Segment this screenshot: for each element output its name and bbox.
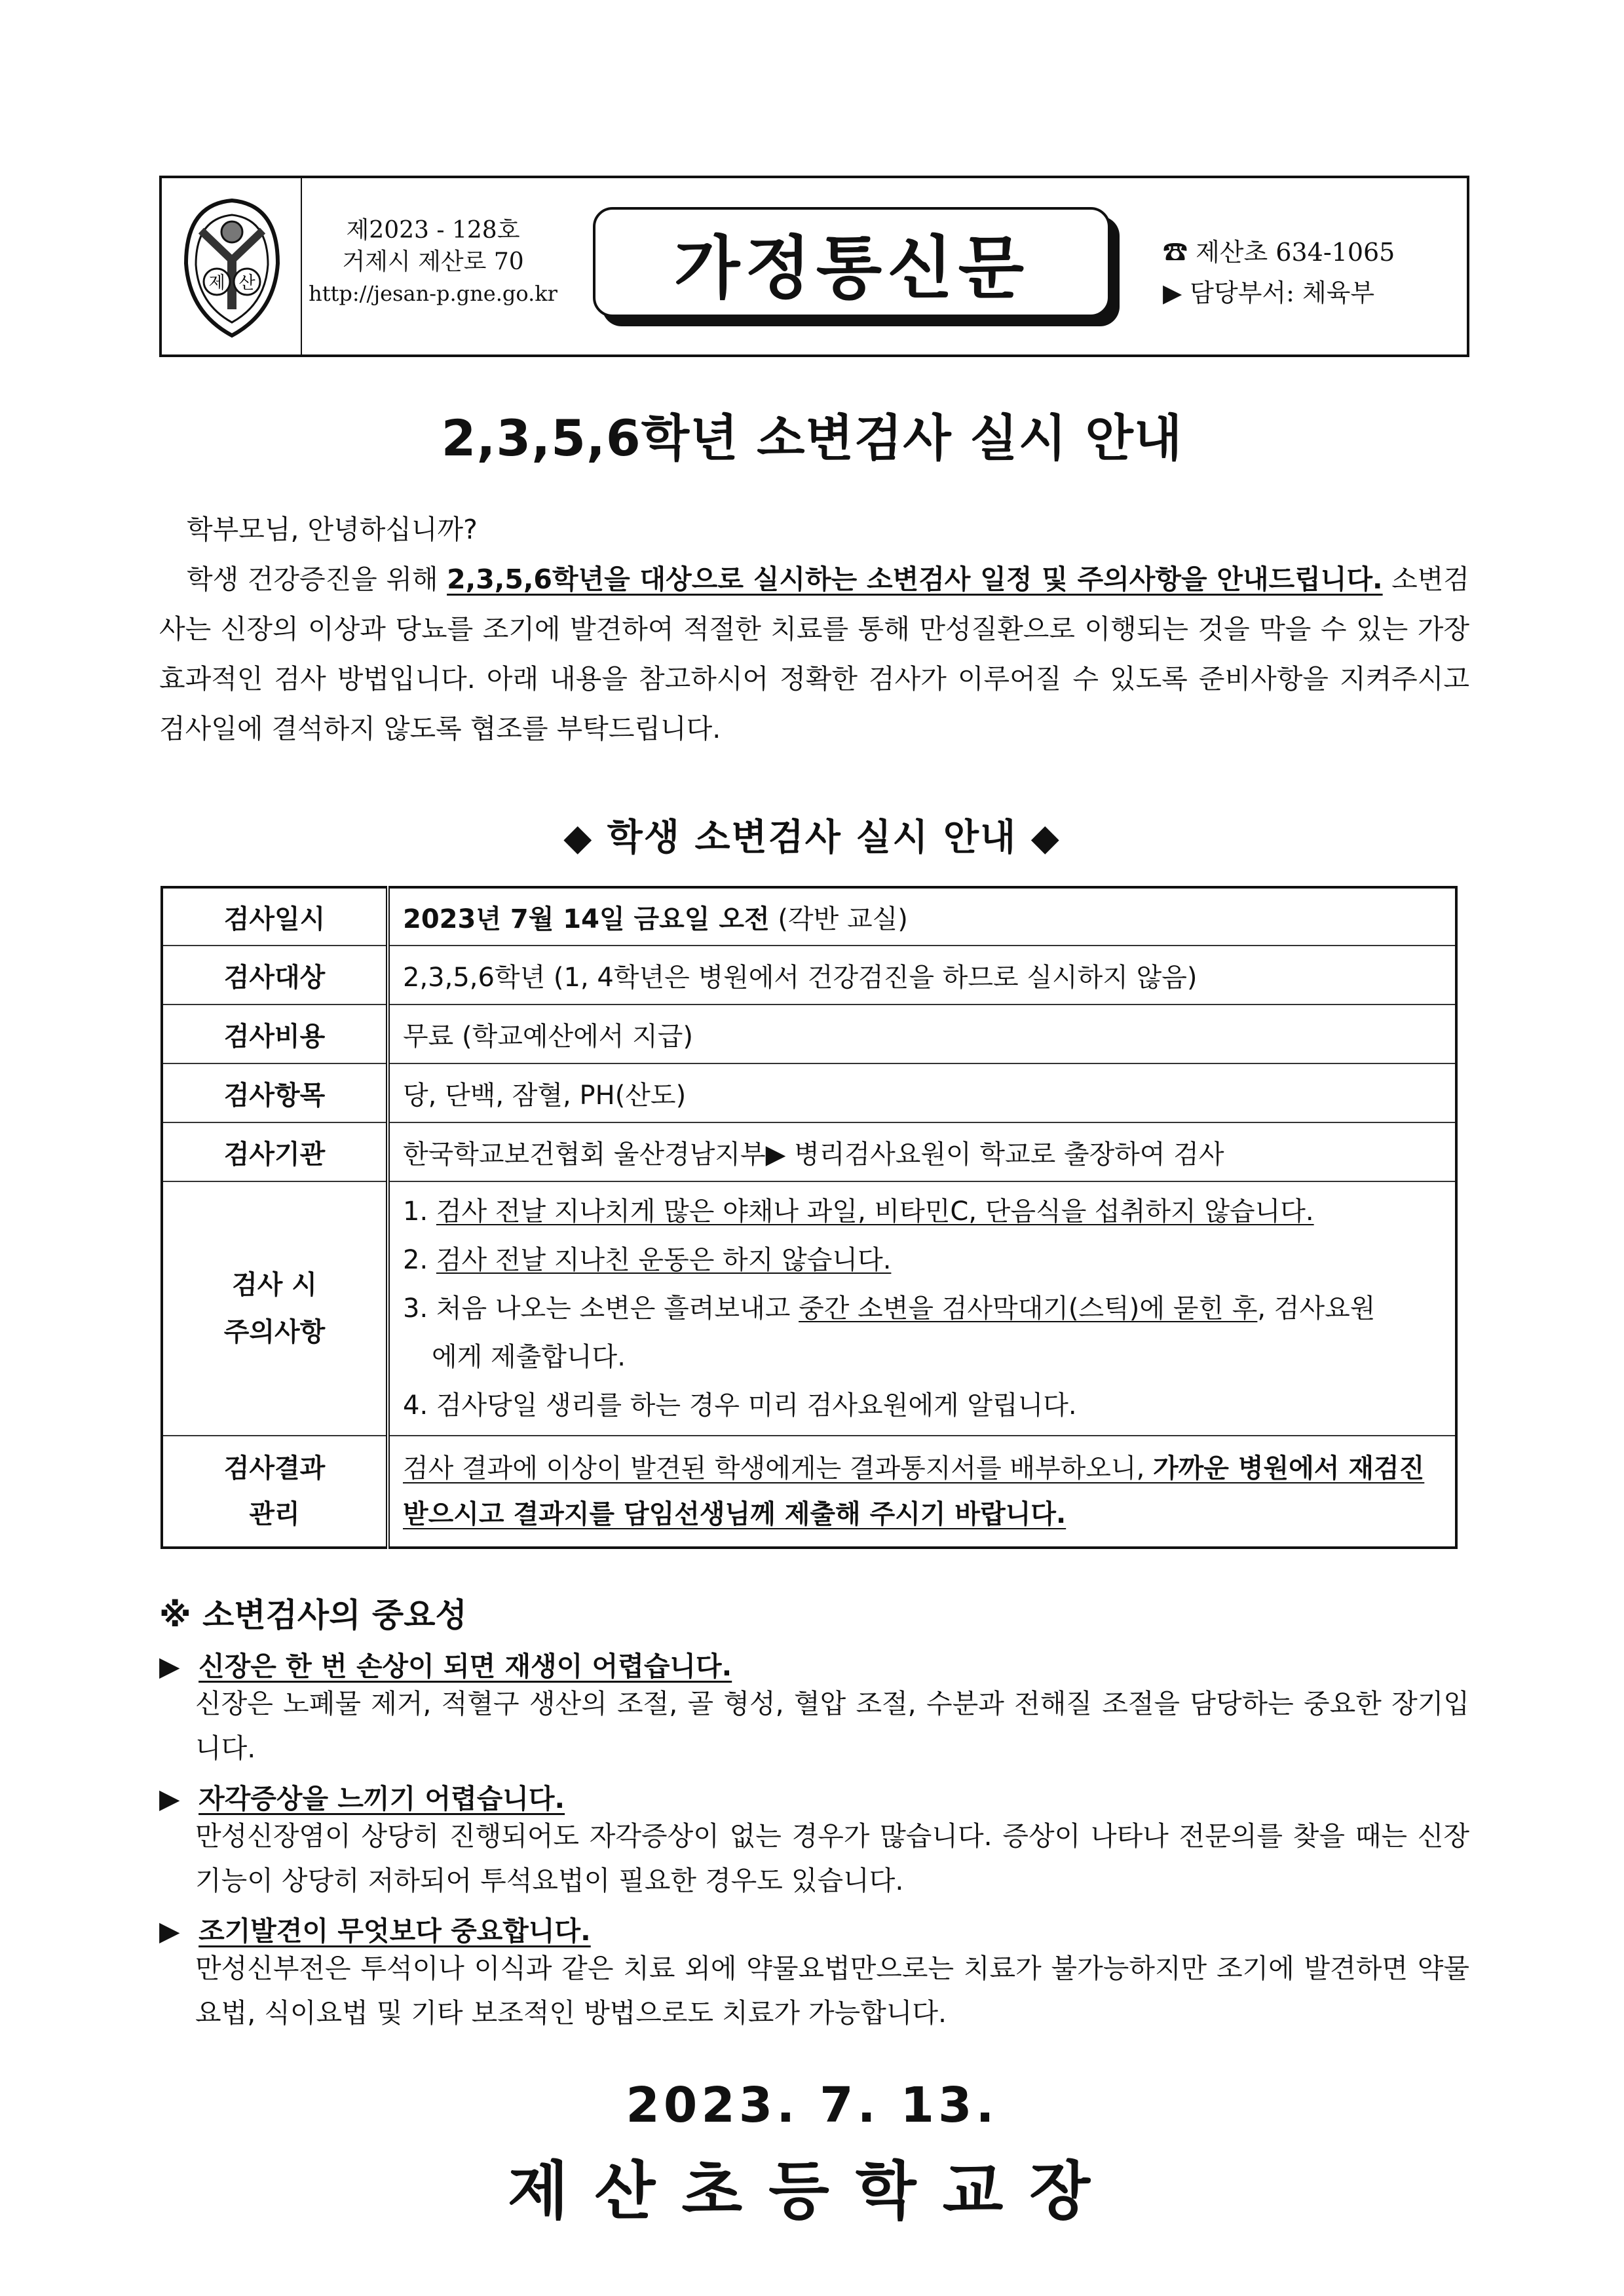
bullet-icon: ▶ [159,1783,180,1814]
principal-signature: 제산초등학교장 [507,2154,1117,2228]
school-logo-icon [176,191,288,342]
note-4: 4. 검사당일 생리를 하는 경우 미리 검사요원에게 알립니다. [403,1390,1077,1421]
date-value [388,887,1456,946]
importance-item-3-body: 만성신부전은 투석이나 이식과 같은 치료 외에 약물요법만으로는 치료가 불가능하지만 조기에 발견하면 약물요법, 식이요법 및 기타 보조적인 방법으로도 치료가 가능합니다. [195,1953,1469,2029]
importance-item-2-body: 만성신장염이 상당히 진행되어도 자각증상이 없는 경우가 많습니다. 증상이 나타나 전문의를 찾을 때는 신장 기능이 상당히 저하되어 투석요법이 필요한 경우도 있습니다. [195,1820,1469,1896]
cost-value: 무료 (학교예산에서 지급) [388,1004,1456,1063]
school-url[interactable]: http://jesan-p.gne.go.kr [309,281,557,306]
importance-item-3-head [159,1909,1469,1948]
greeting: 학부모님, 안녕하십니까? [187,514,478,545]
logo-char-2: 산 [238,273,255,293]
importance-item-1-heading: 신장은 한 번 손상이 되면 재생이 어렵습니다. [198,1651,732,1682]
logo-char-1: 제 [208,273,225,293]
table-row [162,1436,1456,1548]
notes-label-line-2: 주의사항 [223,1317,326,1347]
issue-info [309,215,557,309]
document-title: 2,3,5,6학년 소변검사 실시 안내 [441,409,1183,467]
letter-header [159,176,1469,357]
phone-number: ☎ 제산초 634-1065 [1163,238,1395,267]
cost-label: 검사비용 [162,1004,388,1063]
note-1-text: 검사 전날 지나치게 많은 야채나 과일, 비타민C, 단음식을 섭취하지 않습니다. [436,1196,1314,1227]
intro-paragraph [159,554,1469,754]
table-row [162,1004,1456,1063]
table-row [162,1181,1456,1436]
result-value [388,1436,1456,1548]
importance-item-1-body: 신장은 노폐물 제거, 적혈구 생산의 조절, 골 형성, 혈압 조절, 수분과 전해질 조절을 담당하는 중요한 장기입니다. [195,1688,1469,1764]
note-3-continued: 에게 제출합니다. [432,1342,626,1372]
importance-item-2-heading: 자각증상을 느끼기 어렵습니다. [198,1783,565,1814]
org-value: 한국학교보건협회 울산경남지부▶ 병리검사요원이 학교로 출장하여 검사 [388,1122,1456,1181]
newsletter-title: 가정통신문 [673,227,1030,308]
result-normal-text: 검사 결과에 이상이 발견된 학생에게는 결과통지서를 배부하오니, [403,1453,1153,1483]
note-3-underlined: 중간 소변을 검사막대기(스틱)에 묻힌 후 [799,1293,1258,1324]
note-2-text: 검사 전날 지나친 운동은 하지 않습니다. [436,1245,892,1275]
logo-cell [162,178,302,354]
intro-emphasis: 2,3,5,6학년을 대상으로 실시하는 소변검사 일정 및 주의사항을 안내드립니다. [447,564,1383,595]
note-3 [403,1284,1442,1333]
note-2 [403,1236,1442,1284]
intro-lead: 학생 건강증진을 위해 [187,564,447,595]
result-label [162,1436,388,1548]
target-label: 검사대상 [162,946,388,1004]
bullet-icon: ▶ [159,1915,180,1947]
section-title: ◆ 학생 소변검사 실시 안내 ◆ [563,816,1061,859]
result-bold-text: 가까운 병원에서 재검진 받으시고 결과지를 담임선생님께 제출해 주시기 바랍니다. [403,1453,1425,1529]
notes-label-line-1: 검사 시 [232,1270,317,1300]
table-row [162,946,1456,1004]
result-label-line-2: 관리 [249,1499,300,1529]
notes-value [388,1181,1456,1436]
items-value: 당, 단백, 잠혈, PH(산도) [388,1063,1456,1122]
newsletter-title-box [593,207,1110,317]
table-row [162,887,1456,946]
contact-info [1163,232,1464,313]
bullet-icon: ▶ [159,1651,180,1682]
date-rest: (각반 교실) [769,904,908,934]
target-value: 2,3,5,6학년 (1, 4학년은 병원에서 건강검진을 하므로 실시하지 않음) [388,946,1456,1004]
note-1 [403,1187,1442,1236]
result-label-line-1: 검사결과 [223,1453,326,1483]
table-row [162,1063,1456,1122]
note-3-post: , 검사요원 [1257,1293,1376,1324]
date-label: 검사일시 [162,887,388,946]
notes-label [162,1181,388,1436]
intro-body: 소변검사는 신장의 이상과 당뇨를 조기에 발견하여 적절한 치료를 통해 만성질환으로 이행되는 것을 막을 수 있는 가장 효과적인 검사 방법입니다. 아래 내용을 참고하시어 정확한 검사가 이루어질 수 있도록 준비사항을 지켜주시고 검사일에 결석하지 않도록 협조를 부탁드립니다. [159,564,1469,744]
issue-number: 제2023 - 128호 [346,217,520,244]
note-3-pre: 3. 처음 나오는 소변은 흘려보내고 [403,1293,799,1324]
issue-date: 2023. 7. 13. [626,2077,998,2133]
items-label: 검사항목 [162,1063,388,1122]
note-2-num: 2. [403,1245,436,1275]
importance-item-3-heading: 조기발견이 무엇보다 중요합니다. [198,1915,591,1947]
importance-title: ※ 소변검사의 중요성 [159,1596,467,1634]
department: ▶ 담당부서: 체육부 [1163,278,1375,307]
exam-info-table [161,886,1458,1549]
importance-item-1-head [159,1645,1469,1683]
note-1-num: 1. [403,1196,436,1227]
org-label: 검사기관 [162,1122,388,1181]
table-row [162,1122,1456,1181]
importance-item-2-head [159,1777,1469,1816]
date-bold: 2023년 7월 14일 금요일 오전 [403,904,770,934]
school-address: 거제시 제산로 70 [342,248,524,275]
